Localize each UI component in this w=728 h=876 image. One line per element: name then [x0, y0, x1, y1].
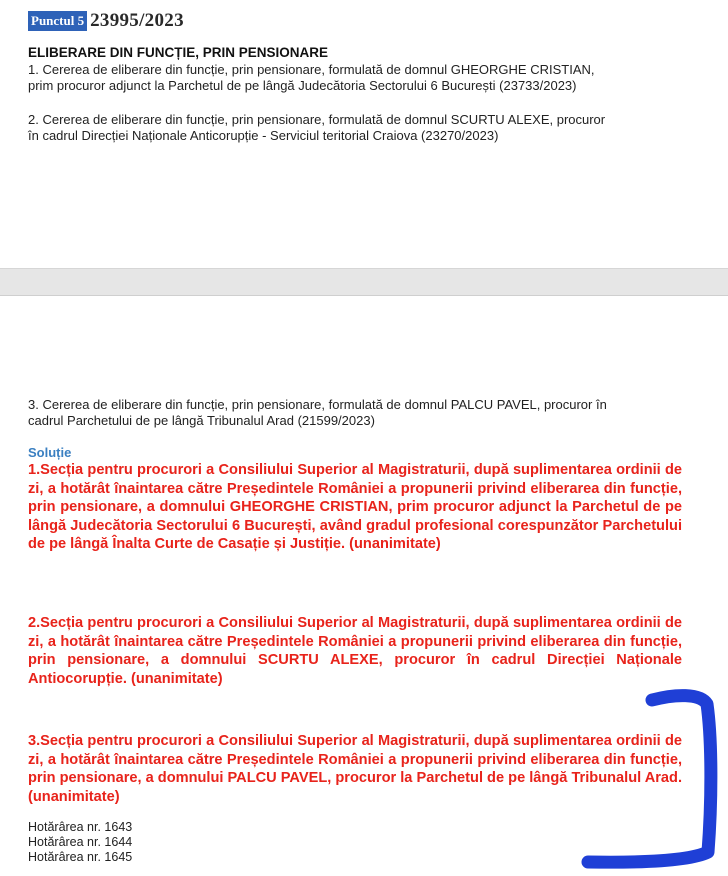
solution-item-3: 3.Secția pentru procurori a Consiliului Superior al Magistraturii, după suplimentarea ordinii de zi, a hotărât înaintarea către Președintele României a propunerii privind eliberarea din funcție, prin pensionare, a domnului PALCU PAVEL, procuror la Parchetul de pe lângă Tribunalul Arad. (unanimitate) — [28, 733, 682, 805]
request-3-line-2: cadrul Parchetului de pe lângă Tribunalul Arad (21599/2023) — [28, 413, 375, 428]
request-3 — [28, 397, 688, 429]
solution-item-2: 2.Secția pentru procurori a Consiliului Superior al Magistraturii, după suplimentarea ordinii de zi, a hotărât înaintarea către Președintele României a propunerii privind eliberarea din funcție, prin pensionare, a domnului SCURTU ALEXE, procuror în cadrul Direcției Naționale Antiocorupție. (unanimitate) — [28, 615, 682, 687]
section-title: ELIBERARE DIN FUNCȚIE, PRIN PENSIONARE — [28, 45, 329, 60]
page-break-divider — [0, 268, 728, 296]
request-2-line-2: în cadrul Direcției Naționale Anticorupție - Serviciul teritorial Craiova (23270/2023) — [28, 128, 499, 143]
solution-heading: Soluție — [28, 445, 72, 460]
pen-inner-line — [688, 712, 690, 845]
request-2 — [28, 112, 688, 144]
request-3-line-1: 3. Cererea de eliberare din funcție, prin pensionare, formulată de domnul PALCU PAVEL, procuror în — [28, 397, 607, 412]
request-2-line-1: 2. Cererea de eliberare din funcție, prin pensionare, formulată de domnul SCURTU ALEXE, procuror — [28, 112, 606, 127]
registration-number: 23995/2023 — [90, 10, 184, 31]
document-header — [28, 10, 184, 32]
decision-3: Hotărârea nr. 1645 — [28, 850, 133, 864]
request-1 — [28, 62, 688, 94]
request-1-line-2: prim procuror adjunct la Parchetul de pe lângă Judecătoria Sectorului 6 București (23733/2023) — [28, 78, 577, 93]
decision-1: Hotărârea nr. 1643 — [28, 820, 133, 834]
solution-item-1: 1.Secția pentru procurori a Consiliului Superior al Magistraturii, după suplimentarea ordinii de zi, a hotărât înaintarea către Președintele României a propunerii privind eliberarea din funcție, prin pensionare, a domnului GHEORGHE CRISTIAN, prim procuror adjunct la Parchetul de pe lângă Judecătoria Sectorului 6 București, având gradul profesional corespunzător Parchetului de pe lângă Înalta Curte de Casație și Justiție. (unanimitate) — [28, 462, 682, 552]
request-1-line-1: 1. Cererea de eliberare din funcție, prin pensionare, formulată de domnul GHEORGHE CRISTIAN, — [28, 62, 595, 77]
point-label-highlighted[interactable]: Punctul 5 — [28, 11, 87, 31]
decision-2: Hotărârea nr. 1644 — [28, 835, 133, 849]
